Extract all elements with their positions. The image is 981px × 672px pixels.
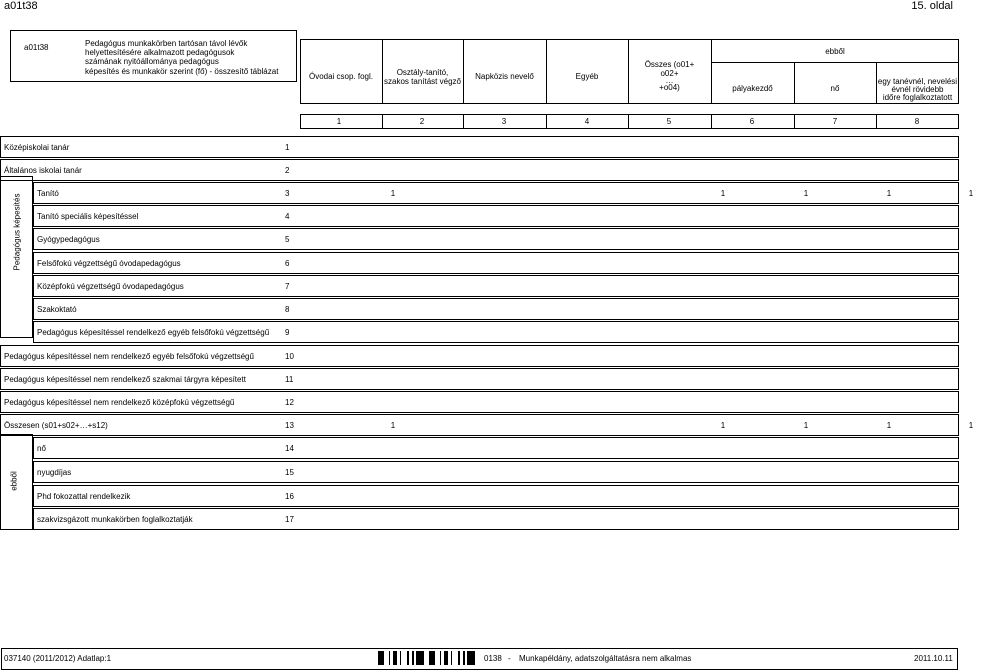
barcode-bar — [421, 651, 424, 665]
table-cell: 1 — [886, 421, 892, 430]
barcode-bar — [447, 651, 448, 665]
col-egyeb: Egyéb — [575, 72, 599, 81]
row-label: Középfokú végzettségű óvodapedagógus — [37, 282, 184, 291]
col-palyakezdo: pályakezdő — [732, 84, 773, 93]
table-row — [33, 461, 959, 483]
row-number: 4 — [285, 212, 290, 221]
barcode-bar — [451, 651, 452, 665]
page-number: 15. oldal — [911, 0, 953, 12]
row-number: 7 — [285, 282, 290, 291]
footer-separator: - — [508, 654, 511, 663]
row-label: Pedagógus képesítéssel rendelkező egyéb felsőfokú végzettségű — [37, 328, 270, 337]
pedagogus-kepesites-label: Pedagógus képesítés — [12, 193, 22, 271]
barcode-bar — [396, 651, 397, 665]
col-osszes-4: +o04) — [659, 83, 680, 92]
footer-left: 037140 (2011/2012) Adatlap:1 — [4, 654, 112, 663]
table-row — [0, 136, 959, 158]
table-cell: 1 — [803, 421, 809, 430]
row-number: 12 — [285, 398, 294, 407]
row-label: Középiskolai tanár — [4, 143, 70, 152]
col-napkozis: Napközis nevelő — [475, 72, 534, 81]
barcode-bar — [419, 651, 421, 665]
row-number: 8 — [285, 305, 290, 314]
barcode-bar — [429, 651, 432, 665]
table-cell: 1 — [720, 189, 726, 198]
column-number: 5 — [666, 117, 672, 126]
column-number: 2 — [419, 117, 425, 126]
row-label: nő — [37, 444, 46, 453]
table-cell: 1 — [886, 189, 892, 198]
col-osszes-2: o02+ — [660, 69, 679, 78]
row-label: Szakoktató — [37, 305, 77, 314]
table-row — [0, 159, 959, 181]
barcode-bar — [378, 651, 381, 665]
footer-code: 0138 — [484, 654, 502, 663]
col-rovid-2: évnél rövidebb — [891, 85, 944, 94]
barcode-bar — [472, 651, 475, 665]
column-number: 6 — [749, 117, 755, 126]
table-cell: 1 — [968, 189, 974, 198]
col-ebbol: ebből — [825, 47, 845, 56]
row-number: 6 — [285, 259, 290, 268]
barcode-bar — [463, 651, 465, 665]
page-code: a01t38 — [4, 0, 38, 12]
barcode-bar — [440, 651, 441, 665]
column-number: 7 — [832, 117, 838, 126]
row-label: Összesen (s01+s02+…+s12) — [4, 421, 108, 430]
col-ovodai: Óvodai csop. fogl. — [308, 72, 374, 81]
row-number: 9 — [285, 328, 290, 337]
row-number: 2 — [285, 166, 290, 175]
barcode-icon — [378, 651, 478, 665]
row-label: Pedagógus képesítéssel nem rendelkező szakmai tárgyra képesített — [4, 375, 246, 384]
barcode-bar — [400, 651, 401, 665]
column-number: 8 — [914, 117, 920, 126]
footer-date: 2011.10.11 — [914, 654, 953, 663]
table-cell: 1 — [968, 421, 974, 430]
title-line: helyettesítésére alkalmazott pedagógusok — [85, 48, 235, 58]
title-line: Pedagógus munkakörben tartósan távol lévők — [85, 39, 248, 48]
title-code: a01t38 — [24, 43, 49, 52]
row-label: Phd fokozattal rendelkezik — [37, 492, 131, 501]
row-number: 10 — [285, 352, 294, 361]
barcode-bar — [444, 651, 447, 665]
barcode-bar — [381, 651, 384, 665]
row-label: szakvizsgázott munkakörben foglalkoztatják — [37, 515, 193, 524]
column-number: 4 — [584, 117, 590, 126]
col-osszes-1: Összes (o01+ — [644, 60, 695, 69]
barcode-bar — [432, 651, 435, 665]
row-number: 11 — [285, 375, 294, 384]
barcode-bar — [412, 651, 414, 665]
col-rovid-3: időre foglalkoztatott — [882, 93, 953, 102]
table-cell: 1 — [390, 189, 396, 198]
barcode-bar — [416, 651, 419, 665]
row-label: Tanító — [37, 189, 59, 198]
ebbol-side-label: ebből — [9, 471, 19, 491]
row-number: 17 — [285, 515, 294, 524]
row-label: Felsőfokú végzettségű óvodapedagógus — [37, 259, 181, 268]
row-label: Tanító speciális képesítéssel — [37, 212, 139, 221]
table-cell: 1 — [803, 189, 809, 198]
row-number: 5 — [285, 235, 290, 244]
col-no: nő — [830, 84, 840, 93]
barcode-bar — [393, 651, 396, 665]
footer-desc: Munkapéldány, adatszolgáltatásra nem alkalmas — [519, 654, 692, 663]
barcode-bar — [389, 651, 390, 665]
barcode-bar — [467, 651, 470, 665]
row-number: 15 — [285, 468, 294, 477]
col-osztaly-2: szakos tanítást végző — [384, 77, 461, 86]
table-row — [33, 228, 959, 250]
col-osztaly-1: Osztály-tanító, — [396, 68, 449, 77]
title-line: számának nyitóállománya pedagógus — [85, 57, 219, 67]
table-row — [33, 485, 959, 507]
table-row — [33, 205, 959, 227]
col-osszes-3: … — [665, 76, 674, 85]
title-text — [85, 39, 295, 76]
row-number: 1 — [285, 143, 290, 152]
row-label: Általános iskolai tanár — [4, 166, 82, 175]
row-label: Pedagógus képesítéssel nem rendelkező középfokú végzettségű — [4, 398, 235, 407]
col-rovid-1: egy tanévnél, nevelési — [877, 77, 958, 86]
row-label: Gyógypedagógus — [37, 235, 100, 244]
column-number-row — [300, 114, 959, 129]
row-number: 16 — [285, 492, 294, 501]
row-number: 3 — [285, 189, 290, 198]
column-number: 3 — [501, 117, 507, 126]
barcode-bar — [407, 651, 409, 665]
row-label: Pedagógus képesítéssel nem rendelkező egyéb felsőfokú végzettségű — [4, 352, 254, 361]
table-cell: 1 — [720, 421, 726, 430]
table-row — [33, 298, 959, 320]
barcode-bar — [458, 651, 460, 665]
title-line: képesítés és munkakör szerint (fő) - összesítő táblázat — [85, 66, 279, 76]
barcode-bar — [470, 651, 472, 665]
row-label: nyugdíjas — [37, 468, 72, 477]
column-number: 1 — [336, 117, 342, 126]
table-row — [33, 437, 959, 459]
row-number: 13 — [285, 421, 294, 430]
row-number: 14 — [285, 444, 294, 453]
footer — [1, 648, 958, 670]
table-row — [33, 182, 959, 204]
table-cell: 1 — [390, 421, 396, 430]
